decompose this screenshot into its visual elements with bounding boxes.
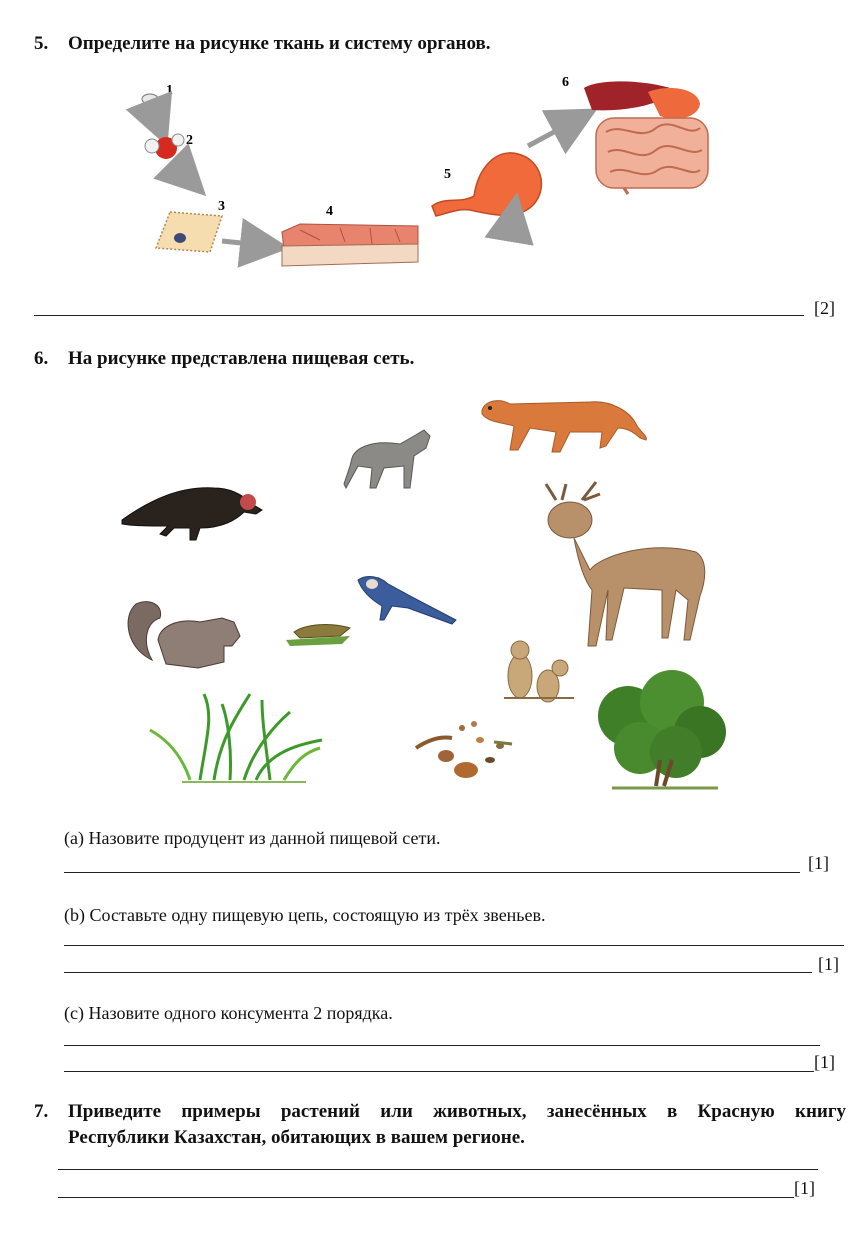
figure-label-5: 5 — [444, 167, 451, 182]
cougar-image — [482, 401, 646, 452]
grasshopper-image — [286, 625, 350, 646]
q6c-mark: [1] — [814, 1052, 835, 1072]
q6b-answer-line-1[interactable] — [64, 945, 844, 946]
vulture-image — [122, 488, 262, 540]
q6b-text: (b) Составьте одну пищевую цепь, состоящую из трёх звеньев. — [64, 905, 546, 925]
prairie-dogs-image — [504, 641, 574, 702]
q7-answer-line-1[interactable] — [58, 1169, 818, 1170]
q5-number: 5. — [34, 33, 49, 54]
q6c-text: (c) Назовите одного консумента 2 порядка. — [64, 1003, 393, 1023]
q6a-text: (a) Назовите продуцент из данной пищевой сети. — [64, 828, 441, 848]
q7-number: 7. — [34, 1101, 49, 1122]
q7-answer-line-2[interactable] — [58, 1197, 794, 1198]
q6a-answer-line[interactable] — [64, 872, 800, 873]
q6-number: 6. — [34, 348, 49, 369]
figure-label-4: 4 — [326, 204, 333, 219]
squirrel-image — [128, 602, 240, 668]
q6b-answer-line-2[interactable] — [64, 972, 812, 973]
q5-text: Определите на рисунке ткань и систему органов. — [68, 33, 491, 54]
figure-label-1: 1 — [166, 83, 173, 98]
grass-image — [150, 694, 322, 782]
q7-text-line-2: Республики Казахстан, обитающих в вашем регионе. — [68, 1127, 525, 1148]
jay-image — [358, 577, 456, 624]
seeds-image — [416, 721, 512, 778]
q7-mark: [1] — [794, 1178, 815, 1198]
deer-image — [546, 482, 705, 646]
q5-mark: [2] — [814, 298, 835, 318]
q6c-answer-line-1[interactable] — [64, 1045, 820, 1046]
figure-label-2: 2 — [186, 133, 193, 148]
q6a-mark: [1] — [808, 853, 829, 873]
q6b-mark: [1] — [818, 954, 839, 974]
q6c-answer-line-2[interactable] — [64, 1071, 814, 1072]
shrub-image — [598, 670, 726, 788]
q7-title — [34, 1101, 846, 1149]
q6-text: На рисунке представлена пищевая сеть. — [68, 348, 415, 369]
figure-label-3: 3 — [218, 199, 225, 214]
q7-text-line-1: Приведите примеры растений или животных, занесённых в Красную книгу — [68, 1101, 846, 1122]
q7-line-1 — [34, 1101, 846, 1123]
figure-label-6: 6 — [562, 75, 569, 90]
coyote-image — [344, 430, 430, 488]
